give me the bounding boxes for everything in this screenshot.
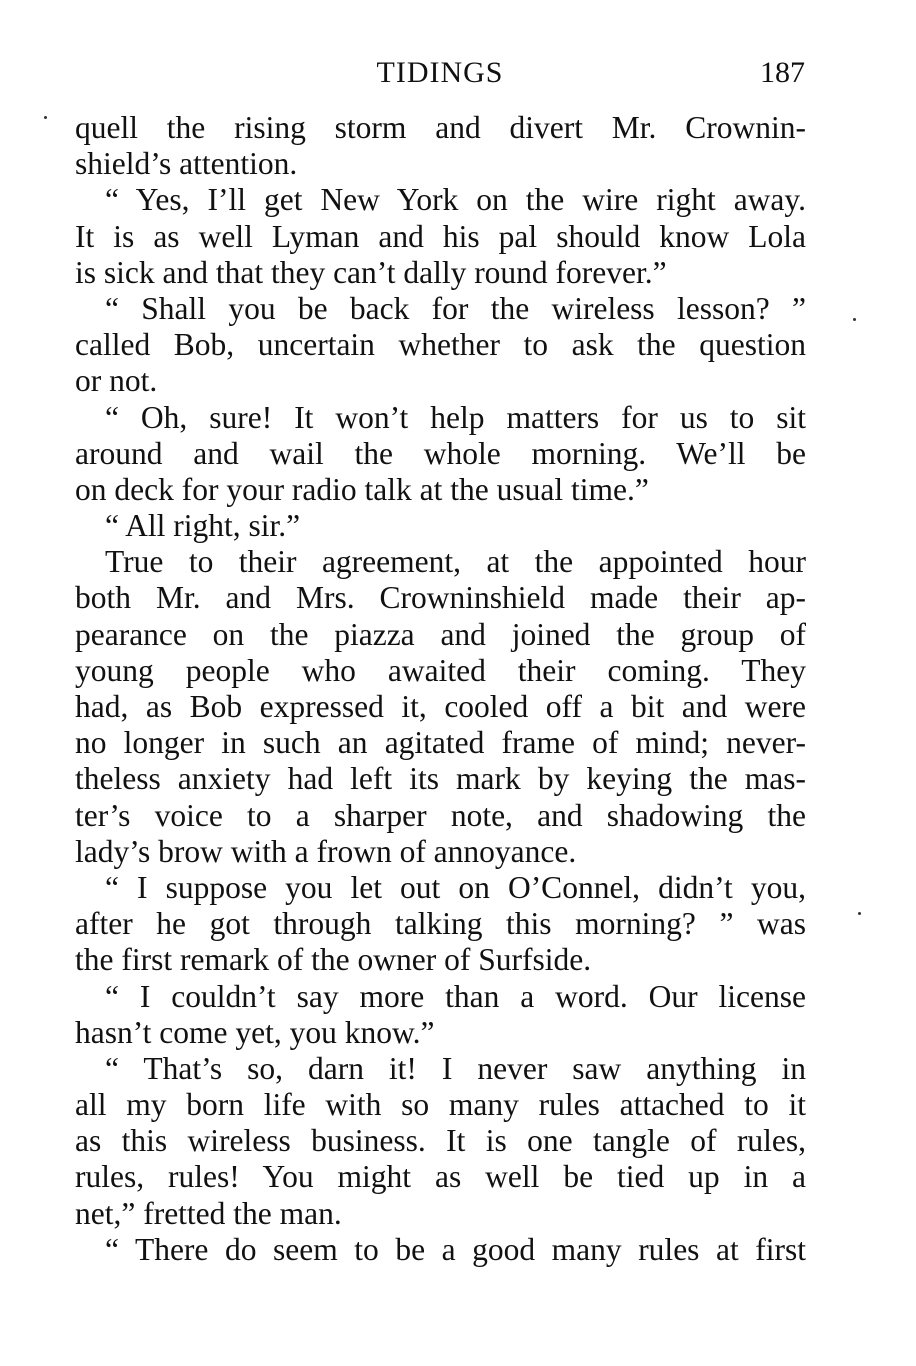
text-line: It is as well Lyman and his pal should know Lola [75,218,806,254]
text-line: “ That’s so, darn it! I never saw anything in [105,1050,806,1086]
text-line: the first remark of the owner of Surfside. [75,942,592,978]
text-line: called Bob, uncertain whether to ask the question [75,327,806,363]
text-line: around and wail the whole morning. We’ll be [75,435,806,471]
page-number: 187 [760,56,805,89]
text-line: lady’s brow with a frown of annoyance. [75,833,577,869]
text-line: “ Yes, I’ll get New York on the wire right away. [105,182,806,218]
body-text [75,110,806,1268]
text-line: young people who awaited their coming. They [75,652,806,688]
text-line: had, as Bob expressed it, cooled off a bit and were [75,689,806,724]
text-line: True to their agreement, at the appointed hour [105,544,806,580]
text-line: “ Oh, sure! It won’t help matters for us to sit [105,399,806,435]
text-line: “ Shall you be back for the wireless lesson? ” [105,290,806,326]
text-line: as this wireless business. It is one tangle of rules, [75,1123,806,1159]
running-title: TIDINGS [376,56,504,89]
text-line: ter’s voice to a sharper note, and shadowing the [75,797,806,833]
text-line: or not. [75,363,158,399]
text-line: “ All right, sir.” [105,508,301,544]
text-line: “ I suppose you let out on O’Connel, didn’t you, [105,869,806,905]
margin-speck [44,116,47,119]
running-head [75,56,805,96]
text-line: is sick and that they can’t dally round forever.” [75,254,667,290]
text-line: theless anxiety had left its mark by keying the mas- [75,761,806,797]
text-line: rules, rules! You might as well be tied up in a [75,1159,806,1195]
text-line: no longer in such an agitated frame of mind; never- [75,725,806,761]
margin-speck [853,318,856,321]
text-line: shield’s attention. [75,146,298,182]
text-line: all my born life with so many rules attached to it [75,1087,806,1123]
text-line: pearance on the piazza and joined the group of [75,616,806,652]
text-line: on deck for your radio talk at the usual time.” [75,471,649,507]
margin-speck [858,912,861,915]
text-line: “ I couldn’t say more than a word. Our license [105,978,806,1014]
text-line: after he got through talking this morning? ” was [75,906,806,942]
text-line: hasn’t come yet, you know.” [75,1014,435,1050]
text-line: “ There do seem to be a good many rules at first [105,1231,806,1267]
text-line: both Mr. and Mrs. Crowninshield made their ap- [75,580,806,616]
text-line: quell the rising storm and divert Mr. Crownin- [75,110,806,145]
text-line: net,” fretted the man. [75,1195,342,1231]
